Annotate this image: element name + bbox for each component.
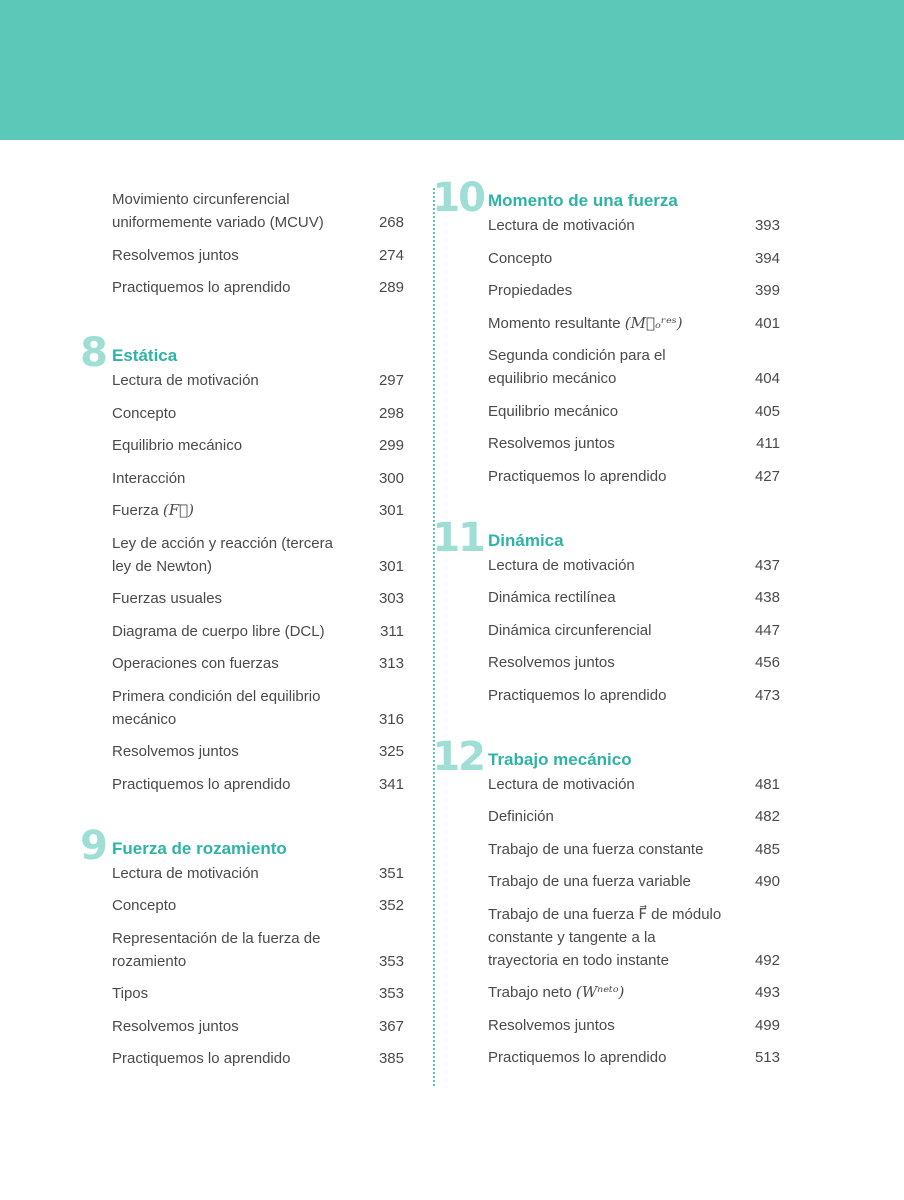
entry-page: 313 [378,655,404,672]
chapter-11 [432,514,780,707]
chapter-number: 9 [80,822,106,869]
entry-page: 351 [378,864,404,882]
entry-page: 301 [378,557,404,575]
entry-page: 268 [378,214,404,231]
entry-text: Lectura de motivación [488,556,635,574]
entry-page: 353 [378,952,404,970]
entry-page: 405 [754,402,780,420]
entry-page: 493 [754,984,780,1001]
entry-page: 274 [378,246,404,264]
entry-label: Momento resultante [488,314,621,332]
entry-text: Practiquemos lo aprendido [112,1050,291,1067]
entry-text: Tipos [112,985,149,1002]
toc-entry[interactable] [112,982,404,1005]
chapter-title[interactable]: Fuerza de rozamiento [112,838,287,858]
toc-entry[interactable] [112,402,404,425]
toc-entry[interactable] [488,214,780,237]
toc-entry[interactable] [112,740,404,763]
toc-right-column [432,175,780,1109]
toc-entry[interactable] [488,773,780,796]
entry-text [488,312,683,335]
entry-text: Representación de la fuerza de rozamiento [112,929,321,970]
toc-entry[interactable] [488,279,780,302]
toc-entry[interactable] [488,903,780,972]
entry-text: Resolvemos juntos [112,743,239,760]
toc-entry[interactable] [112,894,404,917]
toc-left-column [80,188,404,1110]
toc-entry[interactable] [112,434,404,457]
entry-text: Lectura de motivación [112,864,259,882]
toc-entry[interactable] [112,587,404,610]
toc-entry[interactable] [112,1047,404,1070]
toc-entry[interactable] [488,1046,780,1069]
entry-text: Concepto [112,897,177,914]
entry-text: Movimiento circunferencial uniformemente variado (MCUV) [112,191,324,231]
entry-page: 490 [754,873,780,890]
entry-page: 300 [378,469,404,487]
entry-page: 385 [378,1050,404,1067]
entry-text: Fuerzas usuales [112,590,223,607]
entry-text: Practiquemos lo aprendido [488,1049,667,1066]
entry-page: 289 [378,279,404,296]
entry-page: 485 [754,840,780,858]
toc-entry[interactable] [112,188,404,234]
entry-page: 427 [754,467,780,485]
entry-page: 482 [754,808,780,825]
entry-page: 481 [754,775,780,793]
entry-text: Trabajo de una fuerza constante [488,840,704,858]
toc-entry[interactable] [112,499,404,522]
toc-entry[interactable] [112,620,404,643]
entry-page: 399 [754,282,780,299]
toc-entry[interactable] [112,1015,404,1038]
entry-page: 352 [378,897,404,914]
toc-entry[interactable] [488,554,780,577]
toc-entry[interactable] [112,276,404,299]
chapter-10 [432,175,780,488]
entry-text: Lectura de motivación [488,775,635,793]
entry-text: Lectura de motivación [488,217,635,234]
entry-page: 404 [754,370,780,387]
toc-entry[interactable] [112,467,404,490]
entry-page: 473 [754,686,780,704]
entry-page: 299 [378,437,404,454]
entry-text: Dinámica circunferencial [488,621,652,639]
header-banner [0,0,904,140]
entry-text: Resolvemos juntos [488,1016,615,1034]
entry-text: Trabajo de una fuerza F⃗ de módulo constante y tangente a la trayectoria en todo instante [488,905,722,969]
force-vector-symbol: (F⃗) [162,501,194,519]
entry-text [488,981,624,1004]
entry-text: Equilibrio mecánico [112,437,243,454]
toc-entry[interactable] [488,838,780,861]
entry-text: Practiquemos lo aprendido [112,775,291,793]
chapter-9 [80,822,404,1071]
toc-entry[interactable] [488,870,780,893]
entry-text: Dinámica rectilínea [488,589,616,606]
column-divider [433,188,435,1086]
entry-page: 401 [754,314,780,332]
entry-page: 492 [754,951,780,969]
toc-entry[interactable] [488,312,780,335]
entry-text: Definición [488,808,554,825]
entry-page: 316 [378,710,404,728]
entry-text: Practiquemos lo aprendido [488,686,667,704]
toc-entry[interactable] [488,981,780,1004]
entry-text: Diagrama de cuerpo libre (DCL) [112,622,325,640]
entry-text: Segunda condición para el equilibrio mecánico [488,347,666,387]
entry-page: 325 [378,743,404,760]
entry-text: Primera condición del equilibrio mecánico [112,687,321,728]
chapter-8 [80,330,404,796]
entry-text: Trabajo de una fuerza variable [488,873,691,890]
entry-text: Concepto [488,249,553,267]
toc-entry[interactable] [112,244,404,267]
entry-text: Practiquemos lo aprendido [488,467,667,485]
entry-label: Fuerza [112,502,159,519]
toc-entry[interactable] [112,652,404,675]
toc-entry[interactable] [488,400,780,423]
chapter-number: 8 [80,330,106,376]
entry-page: 353 [378,985,404,1002]
entry-text: Equilibrio mecánico [488,402,619,420]
entry-text: Resolvemos juntos [112,1017,239,1035]
entry-text: Resolvemos juntos [488,435,615,452]
chapter-number: 12 [432,733,484,780]
toc-entry[interactable] [112,927,404,973]
net-work-symbol: (Wⁿᵉᵗᵒ) [575,983,625,1001]
entry-text: Interacción [112,469,186,487]
entry-text: Propiedades [488,282,573,299]
chapter-number: 11 [432,514,484,561]
toc-entry[interactable] [112,369,404,392]
entry-text: Concepto [112,404,177,422]
entry-text: Resolvemos juntos [488,654,615,671]
toc-entry[interactable] [112,862,404,885]
entry-page: 393 [754,217,780,234]
entry-page: 301 [378,502,404,519]
toc-entry[interactable] [488,247,780,270]
toc-entry[interactable] [488,586,780,609]
entry-page: 438 [754,589,780,606]
continued-section [112,188,404,299]
toc-entry[interactable] [488,619,780,642]
toc-entry[interactable] [488,432,780,455]
entry-page: 499 [754,1016,780,1034]
chapter-title[interactable]: Momento de una fuerza [488,191,678,210]
entry-text: Resolvemos juntos [112,246,239,264]
chapter-title[interactable]: Estática [112,346,178,365]
entry-label: Trabajo neto [488,984,572,1001]
chapter-title[interactable]: Trabajo mecánico [488,749,632,769]
toc-entry[interactable] [488,805,780,828]
entry-page: 303 [378,590,404,607]
toc-entry[interactable] [488,651,780,674]
entry-page: 513 [754,1049,780,1066]
entry-text: Practiquemos lo aprendido [112,279,291,296]
toc-entry[interactable] [488,465,780,488]
toc-entry[interactable] [488,344,780,390]
moment-vector-symbol: (M⃗ₒʳᵉˢ) [624,313,683,332]
entry-page: 447 [754,621,780,639]
toc-entry[interactable] [112,773,404,796]
entry-page: 311 [380,622,404,640]
entry-page: 394 [754,249,780,267]
entry-page: 456 [754,654,780,671]
chapter-number: 10 [432,175,484,221]
entry-page: 411 [756,435,780,452]
entry-page: 341 [378,775,404,793]
toc-entry[interactable] [112,532,404,578]
entry-page: 437 [754,556,780,574]
chapter-12 [432,733,780,1070]
entry-page: 297 [378,372,404,389]
toc-entry[interactable] [488,1014,780,1037]
entry-text [112,499,194,522]
entry-text: Operaciones con fuerzas [112,655,279,672]
entry-page: 367 [378,1017,404,1035]
toc-entry[interactable] [112,685,404,731]
chapter-title[interactable]: Dinámica [488,530,564,550]
entry-text: Ley de acción y reacción (tercera ley de Newton) [112,534,333,575]
entry-text: Lectura de motivación [112,372,259,389]
toc-entry[interactable] [488,684,780,707]
entry-page: 298 [378,404,404,422]
